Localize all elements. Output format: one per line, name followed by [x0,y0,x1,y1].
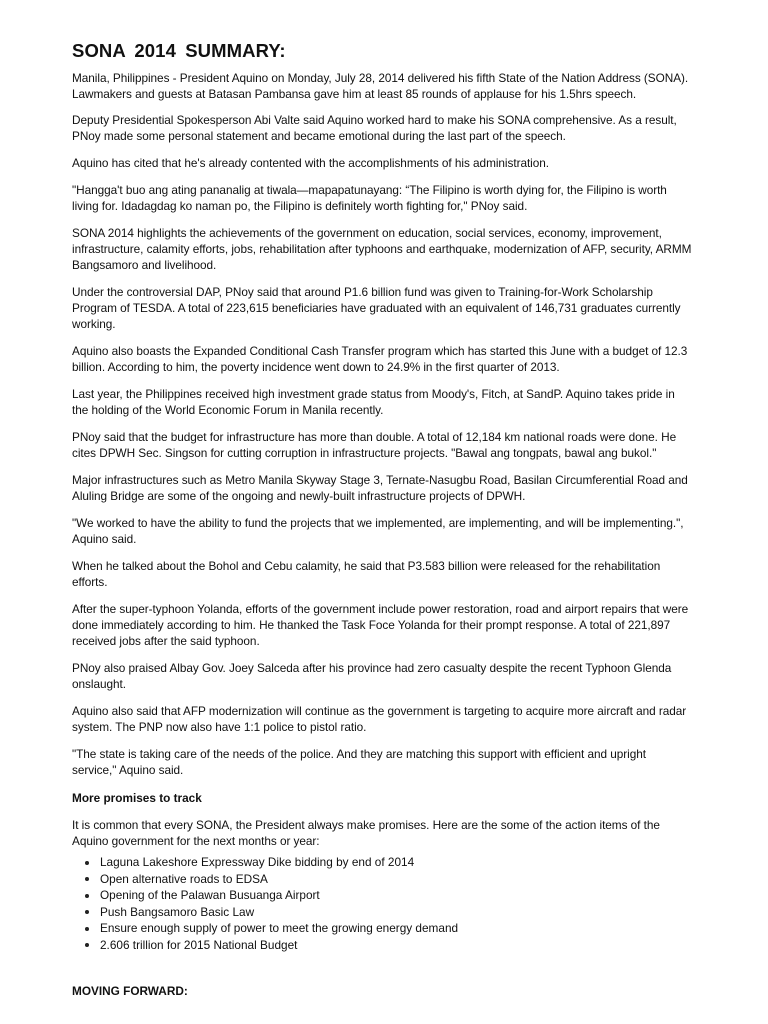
bullet-icon [85,943,89,947]
list-item [72,871,692,888]
paragraph-yolanda: After the super-typhoon Yolanda, efforts of the government include power restoration, road and airport repairs that were done immediately according to him. He thanked the Task Foce Yolanda for their prompt response. A total of 221,897 received jobs after the said typhoon. [72,602,689,648]
paragraph-promises-intro: It is common that every SONA, the President always make promises. Here are the some of the action items of the Aquino government for the next months or year: [72,818,660,848]
list-item-text: Push Bangsamoro Basic Law [100,904,255,919]
paragraph-contented: Aquino has cited that he's already contented with the accomplishments of his administration. [72,156,550,170]
list-item [72,904,692,921]
list-item [72,854,692,871]
paragraph-cash-transfer: Aquino also boasts the Expanded Conditional Cash Transfer program which has started this June with a budget of 12.3 billion. According to him, the poverty incidence went down to 24.9% in the first quarter of 2013. [72,344,688,374]
list-item [72,920,692,937]
heading-more-promises: More promises to track [72,791,202,805]
list-item-text: Open alternative roads to EDSA [100,871,268,886]
heading-moving-forward: MOVING FORWARD: [72,984,188,998]
list-item-text: Laguna Lakeshore Expressway Dike bidding by end of 2014 [100,855,415,869]
list-item-text: 2.606 trillion for 2015 National Budget [100,937,298,952]
paragraph-highlights: SONA 2014 highlights the achievements of the government on education, social services, economy, improvement, infrastructure, calamity efforts, jobs, rehabilitation after typhoons and earthquake, modernization of AFP, security, ARMM Bangsamoro and livelihood. [72,226,692,272]
bullet-icon [85,894,89,898]
bullet-icon [85,927,89,931]
list-item-text: Ensure enough supply of power to meet the growing energy demand [100,921,459,935]
paragraph-bohol-cebu: When he talked about the Bohol and Cebu calamity, he said that P3.583 billion were released for the rehabilitation efforts. [72,559,661,589]
paragraph-quote-police: "The state is taking care of the needs of the police. And they are matching this support with efficient and upright service," Aquino said. [72,747,646,777]
paragraph-infrastructure-budget: PNoy said that the budget for infrastructure has more than double. A total of 12,184 km national roads were done. He cites DPWH Sec. Singson for cutting corruption in infrastructure projects. "Bawal ang tongpats, bawal ang bukol." [72,430,677,460]
bullet-icon [85,910,89,914]
document-title: SONA 2014 SUMMARY: [72,40,286,61]
paragraph-quote-fund: "We worked to have the ability to fund the projects that we implemented, are implementing, and will be implementing.", Aquino said. [72,516,684,546]
paragraph-spokesperson: Deputy Presidential Spokesperson Abi Valte said Aquino worked hard to make his SONA comprehensive. As a result, PNoy made some personal statement and became emotional during the last part of the speech. [72,113,677,143]
bullet-icon [85,877,89,881]
list-item [72,887,692,904]
paragraph-albay: PNoy also praised Albay Gov. Joey Salceda after his province had zero casualty despite the recent Typhoon Glenda onslaught. [72,661,672,691]
paragraph-intro: Manila, Philippines - President Aquino on Monday, July 28, 2014 delivered his fifth State of the Nation Address (SONA). Lawmakers and guests at Batasan Pambansa gave him at least 85 rounds of applause for his 1.5hrs speech. [72,71,689,101]
document-page [72,40,692,999]
paragraph-major-infrastructures: Major infrastructures such as Metro Manila Skyway Stage 3, Ternate-Nasugbu Road, Basilan Circumferential Road and Aluling Bridge are some of the ongoing and newly-built infrastructure projects of DPWH. [72,473,688,503]
bullet-icon [85,861,89,865]
paragraph-investment-grade: Last year, the Philippines received high investment grade status from Moody's, Fitch, at SandP. Aquino takes pride in the holding of the World Economic Forum in Manila recently. [72,387,675,417]
paragraph-afp: Aquino also said that AFP modernization will continue as the government is targeting to acquire more aircraft and radar system. The PNP now also have 1:1 police to pistol ratio. [72,704,687,734]
promises-list [72,854,692,953]
paragraph-dap: Under the controversial DAP, PNoy said that around P1.6 billion fund was given to Training-for-Work Scholarship Program of TESDA. A total of 223,615 beneficiaries have graduated with an equivalent of 146,731 graduates currently working. [72,285,681,331]
list-item-text: Opening of the Palawan Busuanga Airport [100,888,320,902]
list-item [72,937,692,954]
paragraph-quote-filipino: "Hangga't buo ang ating pananalig at tiwala—mapapatunayang: “The Filipino is worth dying for, the Filipino is worth living for. Idadagdag ko naman po, the Filipino is definitely worth fighting for," PNoy said. [72,183,667,213]
